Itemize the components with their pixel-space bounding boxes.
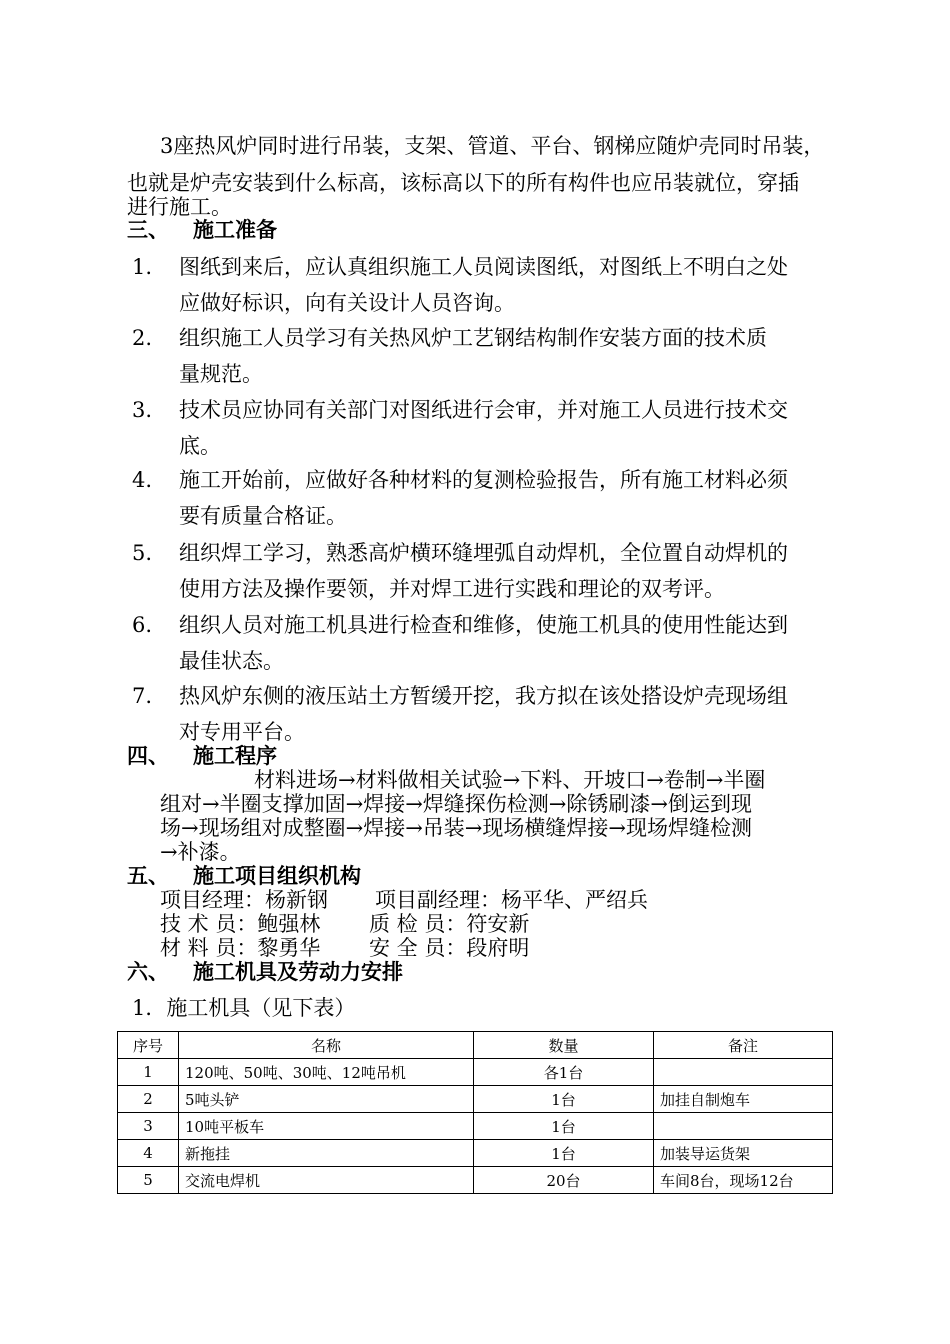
cell-remark xyxy=(654,1059,833,1086)
quality-inspector: 质 检 员：符安新 xyxy=(369,912,530,936)
section-title: 施工准备 xyxy=(193,217,277,242)
list-item-number: 5. xyxy=(132,541,153,565)
cell-index: 5 xyxy=(118,1167,179,1194)
cell-index: 1 xyxy=(118,1059,179,1086)
list-item-text: 施工开始前，应做好各种材料的复测检验报告，所有施工材料必须 xyxy=(179,468,788,492)
list-item-number: 1. xyxy=(132,255,153,279)
project-manager: 项目经理：杨新钢 xyxy=(160,888,328,912)
header-index: 序号 xyxy=(118,1032,179,1059)
table-row xyxy=(118,1167,833,1194)
section-number: 三、 xyxy=(127,217,169,242)
list-item-number: 3. xyxy=(132,398,153,422)
header-name: 名称 xyxy=(179,1032,474,1059)
cell-index: 4 xyxy=(118,1140,179,1167)
cell-name: 10吨平板车 xyxy=(179,1113,474,1140)
table-row xyxy=(118,1140,833,1167)
section-6-heading xyxy=(127,960,403,984)
cell-quantity: 各1台 xyxy=(474,1059,654,1086)
cell-quantity: 1台 xyxy=(474,1140,654,1167)
list-item-text: 量规范。 xyxy=(179,362,263,386)
procedure-line-2: 组对→半圈支撑加固→焊接→焊缝探伤检测→除锈刷漆→倒运到现 xyxy=(160,792,752,816)
list-item-text: 最佳状态。 xyxy=(179,649,284,673)
list-item-text: 组织施工人员学习有关热风炉工艺钢结构制作安装方面的技术质 xyxy=(179,326,767,350)
cell-quantity: 1台 xyxy=(474,1113,654,1140)
list-item-text: 使用方法及操作要领，并对焊工进行实践和理论的双考评。 xyxy=(179,577,725,601)
section-5-heading xyxy=(127,864,361,888)
list-item-text: 技术员应协同有关部门对图纸进行会审，并对施工人员进行技术交 xyxy=(179,398,788,422)
cell-name: 交流电焊机 xyxy=(179,1167,474,1194)
list-item-text: 应做好标识，向有关设计人员咨询。 xyxy=(179,291,515,315)
cell-name: 120吨、50吨、30吨、12吨吊机 xyxy=(179,1059,474,1086)
table-row xyxy=(118,1059,833,1086)
list-item-number: 2. xyxy=(132,326,153,350)
list-item-text: 图纸到来后，应认真组织施工人员阅读图纸，对图纸上不明白之处 xyxy=(179,255,788,279)
cell-remark xyxy=(654,1113,833,1140)
cell-remark: 车间8台，现场12台 xyxy=(654,1167,833,1194)
list-item-text: 组织焊工学习，熟悉高炉横环缝埋弧自动焊机，全位置自动焊机的 xyxy=(179,541,788,565)
list-item-number: 4. xyxy=(132,468,153,492)
list-item-text: 底。 xyxy=(179,434,221,458)
header-quantity: 数量 xyxy=(474,1032,654,1059)
procedure-line-3: 场→现场组对成整圈→焊接→吊装→现场横缝焊接→现场焊缝检测 xyxy=(160,816,752,840)
cell-remark: 加装导运货架 xyxy=(654,1140,833,1167)
procedure-line-4: →补漆。 xyxy=(160,840,241,864)
section-title: 施工项目组织机构 xyxy=(193,863,361,888)
list-item-text: 要有质量合格证。 xyxy=(179,504,347,528)
cell-quantity: 1台 xyxy=(474,1086,654,1113)
cell-name: 5吨头铲 xyxy=(179,1086,474,1113)
table-header-row xyxy=(118,1032,833,1059)
deputy-manager: 项目副经理：杨平华、严绍兵 xyxy=(375,888,648,912)
list-item-number: 7. xyxy=(132,684,153,708)
cell-quantity: 20台 xyxy=(474,1167,654,1194)
procedure-line-1: 材料进场→材料做相关试验→下料、开坡口→卷制→半圈 xyxy=(254,768,766,792)
header-remark: 备注 xyxy=(654,1032,833,1059)
table-row xyxy=(118,1113,833,1140)
cell-index: 3 xyxy=(118,1113,179,1140)
intro-line-2: 也就是炉壳安装到什么标高，该标高以下的所有构件也应吊装就位，穿插 xyxy=(127,171,799,195)
section-number: 五、 xyxy=(127,863,169,888)
list-item-number: 6. xyxy=(132,613,153,637)
section-3-heading xyxy=(127,218,277,242)
section-4-heading xyxy=(127,744,277,768)
equipment-table xyxy=(117,1031,833,1194)
section-title: 施工程序 xyxy=(193,743,277,768)
safety-officer: 安 全 员：段府明 xyxy=(369,936,530,960)
cell-remark: 加挂自制炮车 xyxy=(654,1086,833,1113)
cell-index: 2 xyxy=(118,1086,179,1113)
list-item-text: 对专用平台。 xyxy=(179,720,305,744)
material-clerk: 材 料 员：黎勇华 xyxy=(160,936,321,960)
list-item-text: 组织人员对施工机具进行检查和维修，使施工机具的使用性能达到 xyxy=(179,613,788,637)
cell-name: 新拖挂 xyxy=(179,1140,474,1167)
intro-line-3: 进行施工。 xyxy=(127,195,232,219)
section-title: 施工机具及劳动力安排 xyxy=(193,959,403,984)
technician: 技 术 员：鲍强林 xyxy=(160,912,321,936)
table-row xyxy=(118,1086,833,1113)
intro-line-1: 3座热风炉同时进行吊装，支架、管道、平台、钢梯应随炉壳同时吊装， xyxy=(160,134,825,158)
section-number: 六、 xyxy=(127,959,169,984)
section-number: 四、 xyxy=(127,743,169,768)
list-item-text: 热风炉东侧的液压站土方暂缓开挖，我方拟在该处搭设炉壳现场组 xyxy=(179,684,788,708)
tools-subheading: 1．施工机具（见下表） xyxy=(132,996,356,1020)
